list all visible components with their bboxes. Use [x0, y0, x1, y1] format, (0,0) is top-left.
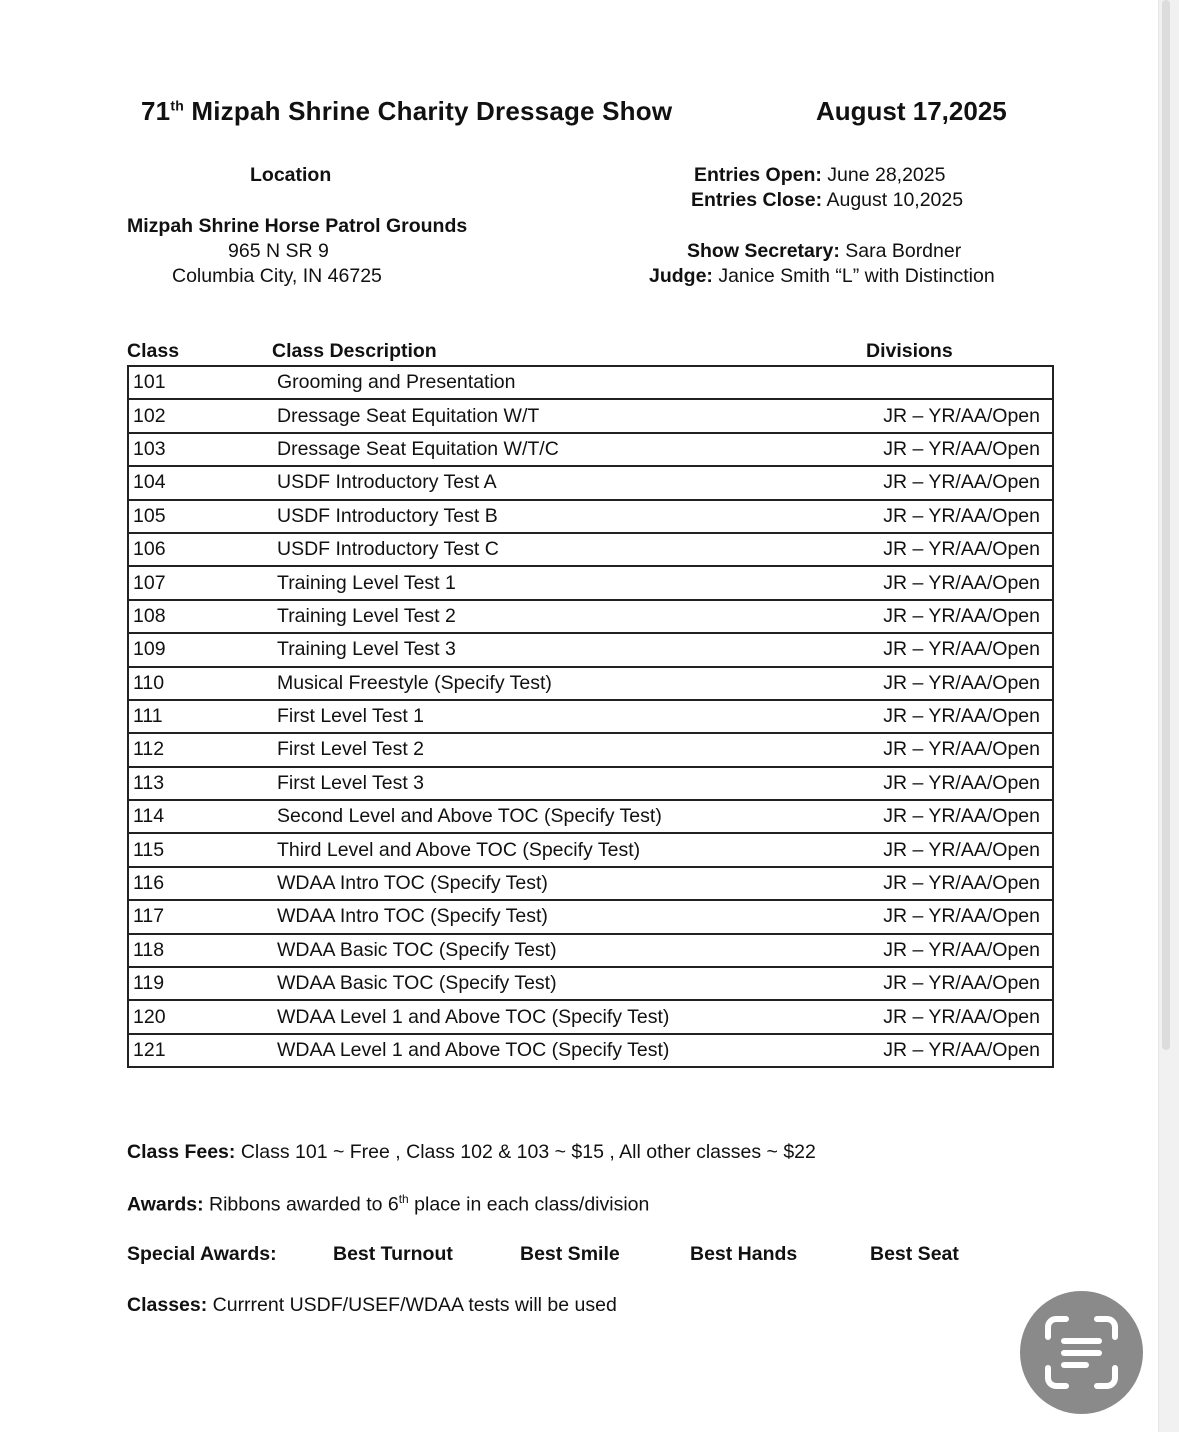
class-number-cell: 117 — [128, 900, 277, 933]
class-number-cell: 121 — [128, 1034, 277, 1067]
class-description-cell: Musical Freestyle (Specify Test) — [277, 667, 803, 700]
class-number-cell: 106 — [128, 533, 277, 566]
location-line3: Columbia City, IN 46725 — [172, 265, 382, 287]
location-line1: Mizpah Shrine Horse Patrol Grounds — [127, 215, 468, 237]
class-description-cell: Dressage Seat Equitation W/T/C — [277, 433, 803, 466]
live-text-scan-icon — [1020, 1291, 1143, 1414]
table-row — [128, 566, 1053, 599]
table-row — [128, 867, 1053, 900]
class-number-cell: 114 — [128, 800, 277, 833]
class-number-cell: 120 — [128, 1000, 277, 1033]
divisions-cell: JR – YR/AA/Open — [803, 667, 1053, 700]
table-row — [128, 433, 1053, 466]
show-date: August 17,2025 — [816, 96, 1007, 126]
class-description-cell: Second Level and Above TOC (Specify Test) — [277, 800, 803, 833]
divisions-cell: JR – YR/AA/Open — [803, 566, 1053, 599]
class-number-cell: 109 — [128, 633, 277, 666]
special-awards-label: Special Awards: — [127, 1243, 277, 1265]
table-row — [128, 633, 1053, 666]
class-number-cell: 116 — [128, 867, 277, 900]
table-row — [128, 667, 1053, 700]
class-number-cell: 107 — [128, 566, 277, 599]
awards: Awards: Ribbons awarded to 6th place in each class/division — [127, 1192, 650, 1216]
class-table — [127, 365, 1054, 1068]
class-description-cell: WDAA Intro TOC (Specify Test) — [277, 867, 803, 900]
class-description-cell: WDAA Level 1 and Above TOC (Specify Test) — [277, 1034, 803, 1067]
table-row — [128, 500, 1053, 533]
class-description-cell: USDF Introductory Test B — [277, 500, 803, 533]
special-award-item: Best Smile — [520, 1243, 620, 1265]
classes-note: Classes: Currrent USDF/USEF/WDAA tests will be used — [127, 1294, 617, 1316]
col-header-description: Class Description — [272, 340, 437, 362]
class-number-cell: 113 — [128, 767, 277, 800]
table-row — [128, 366, 1053, 399]
class-description-cell: Grooming and Presentation — [277, 366, 803, 399]
class-fees: Class Fees: Class 101 ~ Free , Class 102 & 103 ~ $15 , All other classes ~ $22 — [127, 1141, 816, 1163]
table-row — [128, 466, 1053, 499]
class-description-cell: Dressage Seat Equitation W/T — [277, 399, 803, 432]
divisions-cell: JR – YR/AA/Open — [803, 433, 1053, 466]
class-description-cell: First Level Test 1 — [277, 700, 803, 733]
divisions-cell: JR – YR/AA/Open — [803, 800, 1053, 833]
class-description-cell: Training Level Test 1 — [277, 566, 803, 599]
show-secretary: Show Secretary: Sara Bordner — [687, 240, 962, 262]
class-description-cell: WDAA Basic TOC (Specify Test) — [277, 934, 803, 967]
class-description-cell: WDAA Intro TOC (Specify Test) — [277, 900, 803, 933]
table-row — [128, 399, 1053, 432]
divisions-cell: JR – YR/AA/Open — [803, 767, 1053, 800]
class-number-cell: 112 — [128, 733, 277, 766]
divisions-cell: JR – YR/AA/Open — [803, 633, 1053, 666]
table-row — [128, 833, 1053, 866]
table-row — [128, 934, 1053, 967]
class-description-cell: First Level Test 3 — [277, 767, 803, 800]
table-row — [128, 800, 1053, 833]
scrollbar[interactable] — [1162, 0, 1170, 1050]
class-number-cell: 104 — [128, 466, 277, 499]
class-description-cell: WDAA Level 1 and Above TOC (Specify Test) — [277, 1000, 803, 1033]
table-row — [128, 967, 1053, 1000]
class-number-cell: 118 — [128, 934, 277, 967]
class-number-cell: 110 — [128, 667, 277, 700]
entries-open: Entries Open: June 28,2025 — [694, 164, 946, 186]
special-award-item: Best Seat — [870, 1243, 959, 1265]
class-number-cell: 102 — [128, 399, 277, 432]
divisions-cell: JR – YR/AA/Open — [803, 1000, 1053, 1033]
class-number-cell: 115 — [128, 833, 277, 866]
divisions-cell: JR – YR/AA/Open — [803, 967, 1053, 1000]
divisions-cell: JR – YR/AA/Open — [803, 399, 1053, 432]
special-award-item: Best Turnout — [333, 1243, 453, 1265]
show-title: 71th Mizpah Shrine Charity Dressage Show — [141, 96, 673, 126]
divisions-cell — [803, 366, 1053, 399]
class-number-cell: 105 — [128, 500, 277, 533]
table-row — [128, 700, 1053, 733]
class-number-cell: 103 — [128, 433, 277, 466]
divisions-cell: JR – YR/AA/Open — [803, 533, 1053, 566]
entries-close: Entries Close: August 10,2025 — [691, 189, 964, 211]
location-line2: 965 N SR 9 — [228, 240, 329, 262]
class-description-cell: USDF Introductory Test C — [277, 533, 803, 566]
judge: Judge: Janice Smith “L” with Distinction — [649, 265, 995, 287]
col-header-divisions: Divisions — [866, 340, 953, 362]
location-label: Location — [250, 164, 332, 186]
class-description-cell: WDAA Basic TOC (Specify Test) — [277, 967, 803, 1000]
divisions-cell: JR – YR/AA/Open — [803, 733, 1053, 766]
table-row — [128, 767, 1053, 800]
class-number-cell: 101 — [128, 366, 277, 399]
divisions-cell: JR – YR/AA/Open — [803, 867, 1053, 900]
divisions-cell: JR – YR/AA/Open — [803, 1034, 1053, 1067]
divisions-cell: JR – YR/AA/Open — [803, 500, 1053, 533]
class-description-cell: First Level Test 2 — [277, 733, 803, 766]
divisions-cell: JR – YR/AA/Open — [803, 700, 1053, 733]
table-row — [128, 1000, 1053, 1033]
class-description-cell: USDF Introductory Test A — [277, 466, 803, 499]
special-award-item: Best Hands — [690, 1243, 798, 1265]
table-row — [128, 900, 1053, 933]
col-header-class: Class — [127, 340, 180, 362]
table-row — [128, 733, 1053, 766]
table-row — [128, 1034, 1053, 1067]
divisions-cell: JR – YR/AA/Open — [803, 934, 1053, 967]
divisions-cell: JR – YR/AA/Open — [803, 600, 1053, 633]
class-number-cell: 108 — [128, 600, 277, 633]
class-number-cell: 119 — [128, 967, 277, 1000]
class-description-cell: Third Level and Above TOC (Specify Test) — [277, 833, 803, 866]
divisions-cell: JR – YR/AA/Open — [803, 833, 1053, 866]
live-text-button[interactable] — [1020, 1291, 1143, 1414]
class-description-cell: Training Level Test 2 — [277, 600, 803, 633]
class-description-cell: Training Level Test 3 — [277, 633, 803, 666]
table-row — [128, 533, 1053, 566]
divisions-cell: JR – YR/AA/Open — [803, 466, 1053, 499]
table-row — [128, 600, 1053, 633]
class-number-cell: 111 — [128, 700, 277, 733]
divisions-cell: JR – YR/AA/Open — [803, 900, 1053, 933]
